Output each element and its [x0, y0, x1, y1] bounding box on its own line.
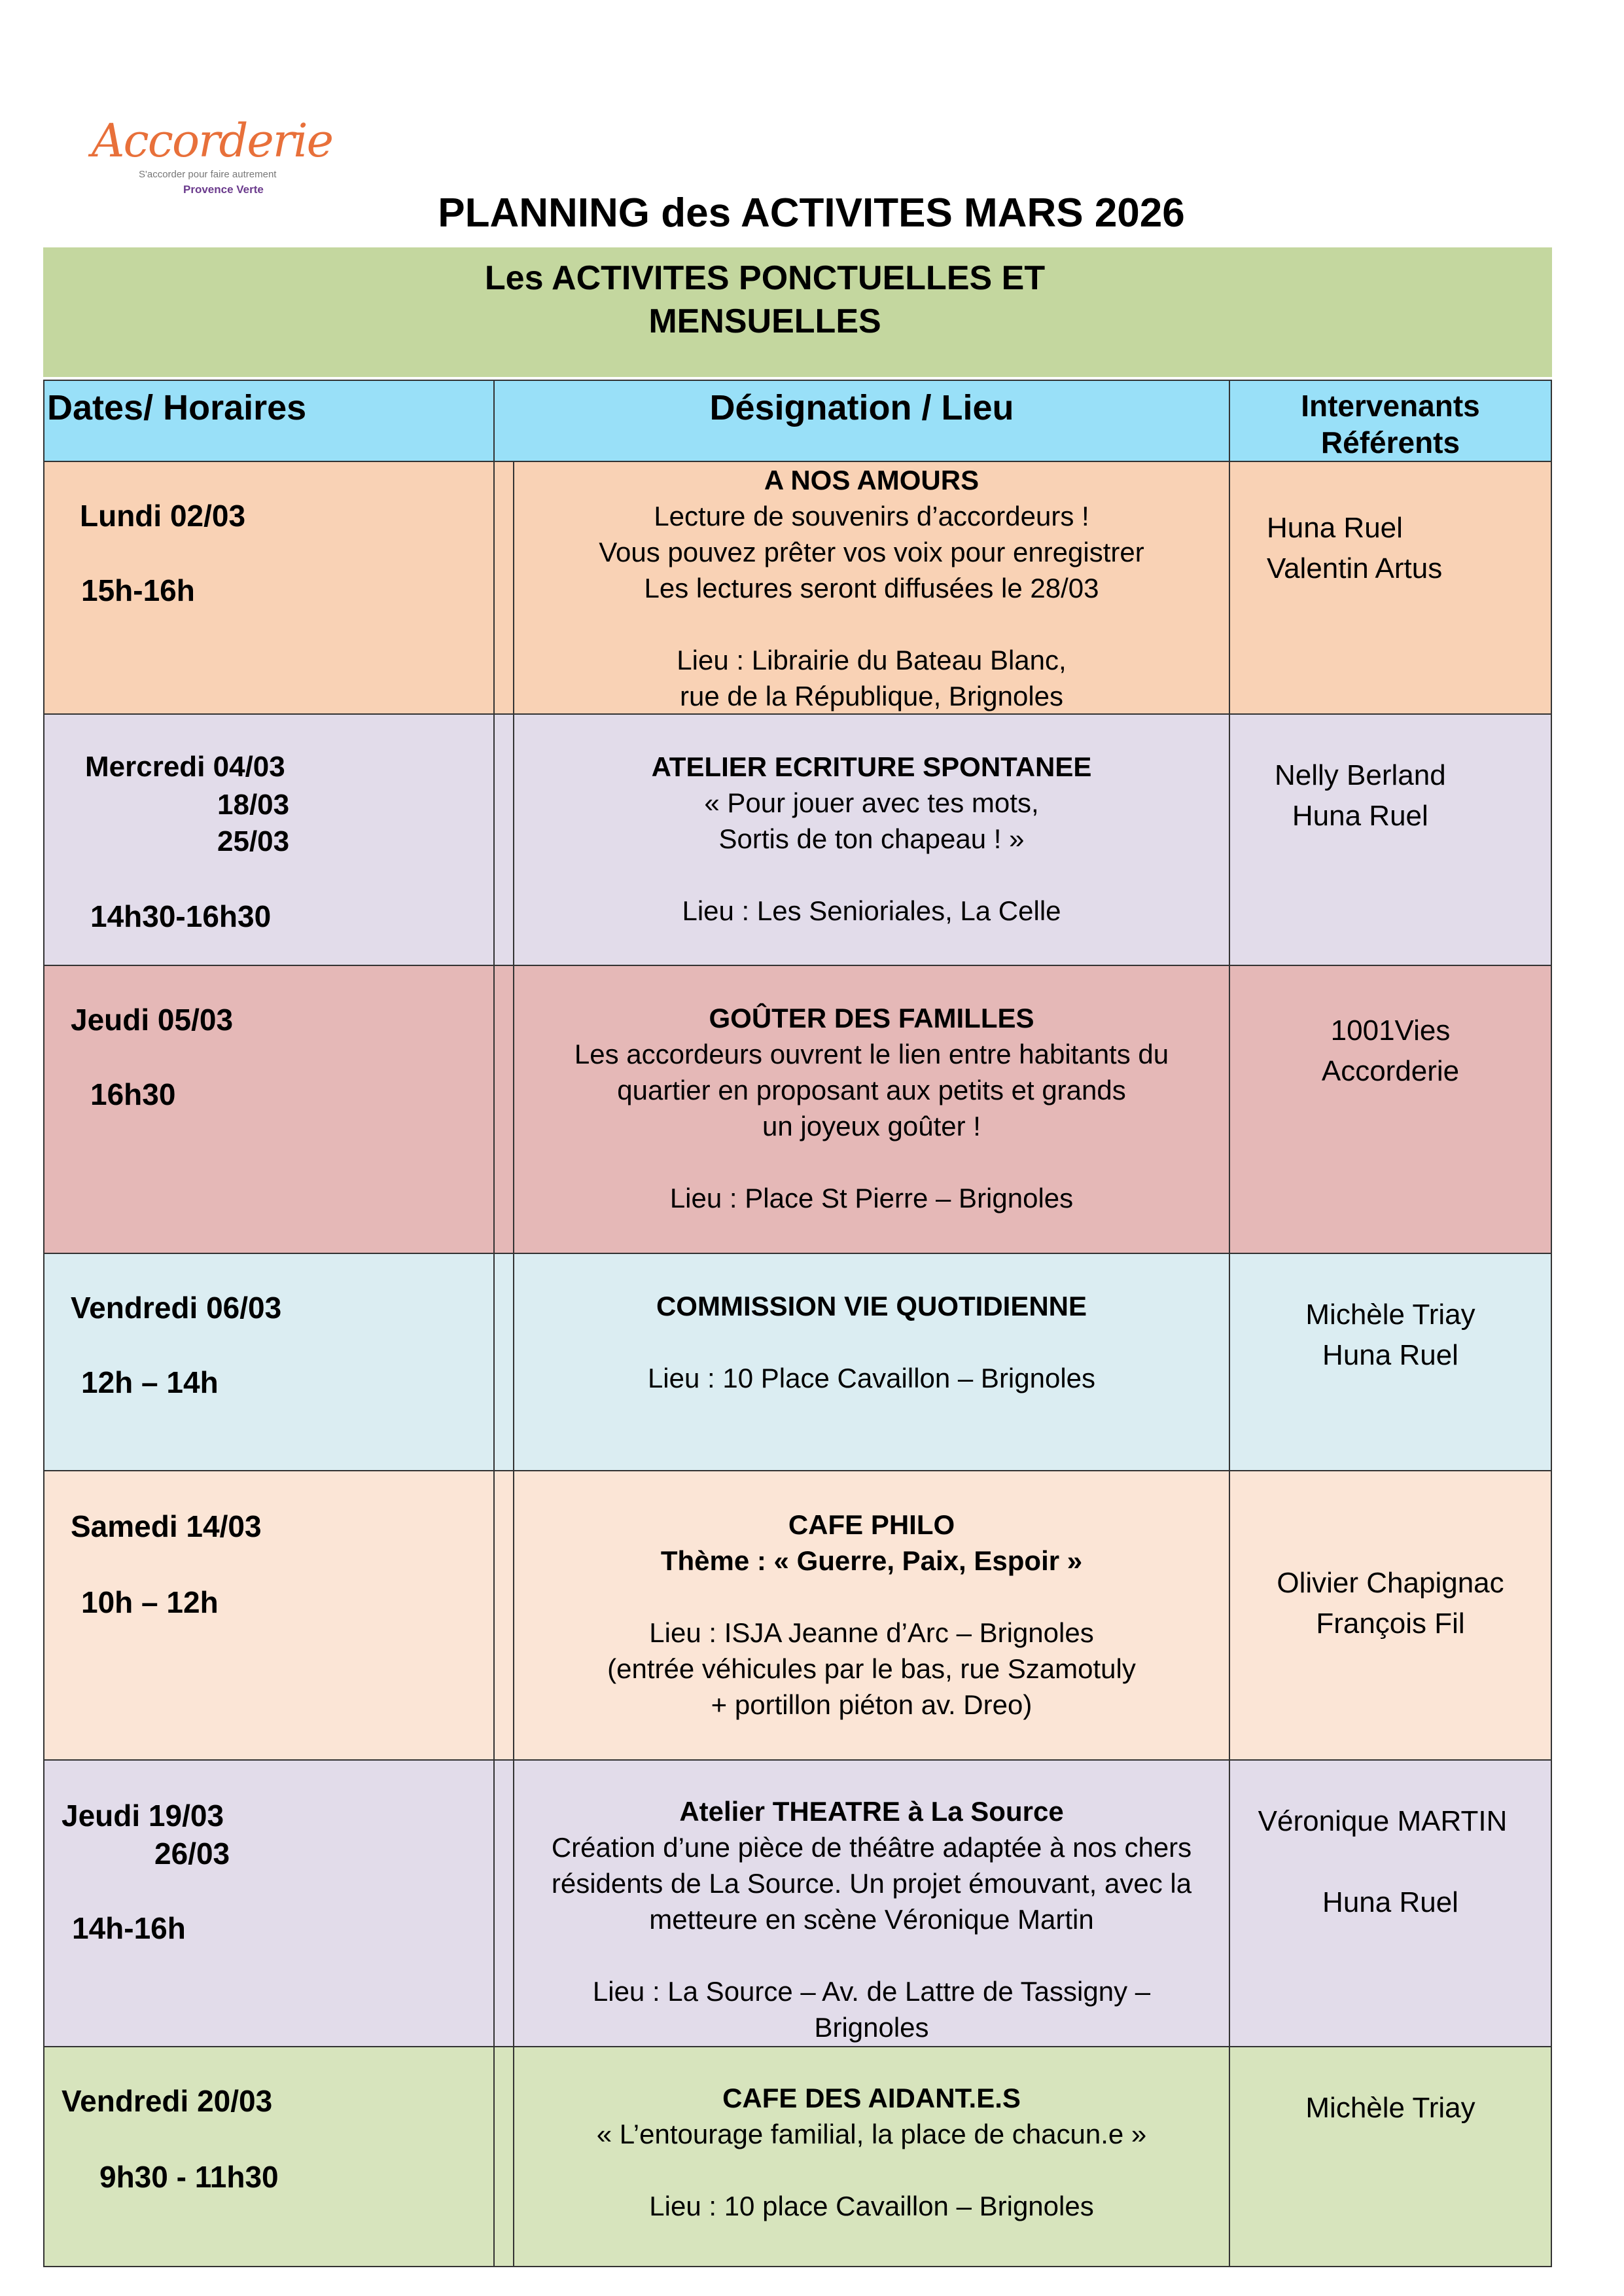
activity-desc-line: Vous pouvez prêter vos voix pour enregistrer	[599, 537, 1144, 567]
activity-theme: Thème : « Guerre, Paix, Espoir »	[660, 1545, 1083, 1576]
intervenant-name: 1001Vies	[1330, 1014, 1451, 1047]
description-cell	[494, 461, 1229, 714]
banner-line-2: MENSUELLES	[648, 302, 881, 340]
intervenant-name: Huna Ruel	[1322, 1886, 1458, 1918]
activity-location: Brignoles	[814, 2012, 929, 2043]
intervenant-name: François Fil	[1316, 1607, 1465, 1640]
activity-desc-line: metteure en scène Véronique Martin	[649, 1904, 1094, 1935]
time-label: 14h-16h	[72, 1911, 186, 1945]
intervenant-name: Huna Ruel	[1322, 1339, 1458, 1371]
activity-desc-line: « L’entourage familial, la place de chacun.e »	[596, 2119, 1147, 2149]
table-row	[44, 1471, 1551, 1760]
date-label: Jeudi 19/03	[62, 1799, 224, 1833]
activity-location: Lieu : Les Senioriales, La Celle	[682, 895, 1061, 926]
intervenant-name: Accorderie	[1321, 1055, 1460, 1087]
date-label: Jeudi 05/03	[71, 1003, 234, 1037]
activity-title: COMMISSION VIE QUOTIDIENNE	[656, 1291, 1087, 1321]
intervenant-name: Michèle Triay	[1305, 2092, 1475, 2124]
header-dates: Dates/ Horaires	[44, 380, 494, 461]
description-cell	[494, 1471, 1229, 1760]
description-cell	[494, 1760, 1229, 2047]
intervenant-name: Valentin Artus	[1267, 552, 1443, 584]
activities-table	[43, 380, 1552, 2267]
section-banner	[43, 247, 1552, 377]
date-label: 18/03	[217, 789, 290, 821]
activity-title: CAFE PHILO	[788, 1509, 955, 1540]
activity-title: ATELIER ECRITURE SPONTANEE	[651, 751, 1092, 782]
date-label: Samedi 14/03	[71, 1509, 262, 1543]
table-row	[44, 2047, 1551, 2267]
activity-desc-line: Lecture de souvenirs d’accordeurs !	[654, 501, 1089, 531]
page-title	[0, 188, 1624, 238]
intervenant-name: Huna Ruel	[1267, 512, 1403, 544]
date-cell	[44, 965, 494, 1253]
header-intervenants-line-2: Référents	[1320, 425, 1460, 459]
activity-desc-line: quartier en proposant aux petits et grands	[617, 1075, 1126, 1105]
date-label: 26/03	[154, 1837, 230, 1871]
header-intervenants	[1229, 380, 1551, 461]
logo-tagline: S'accorder pour faire autrement	[139, 169, 277, 180]
date-label: 25/03	[217, 825, 290, 857]
activity-location: rue de la République, Brignoles	[679, 681, 1064, 711]
intervenants-cell	[1229, 965, 1551, 1253]
date-label: Lundi 02/03	[80, 499, 246, 533]
table-header-row	[44, 380, 1551, 461]
date-cell	[44, 1760, 494, 2047]
description-cell	[494, 1253, 1229, 1471]
activity-location: Lieu : Place St Pierre – Brignoles	[669, 1183, 1074, 1213]
table-row	[44, 965, 1551, 1253]
date-cell	[44, 1471, 494, 1760]
header-designation: Désignation / Lieu	[494, 380, 1229, 461]
date-cell	[44, 2047, 494, 2267]
date-cell	[44, 461, 494, 714]
description-cell	[494, 965, 1229, 1253]
activity-desc-line: Sortis de ton chapeau ! »	[718, 823, 1025, 854]
description-cell	[494, 2047, 1229, 2267]
time-label: 14h30-16h30	[90, 899, 272, 933]
intervenants-cell	[1229, 1471, 1551, 1760]
intervenants-cell	[1229, 2047, 1551, 2267]
date-cell	[44, 1253, 494, 1471]
banner-line-1: Les ACTIVITES PONCTUELLES ET	[484, 259, 1046, 297]
logo-wordmark: Accorderie	[92, 114, 333, 168]
table-row	[44, 1253, 1551, 1471]
activity-title: Atelier THEATRE à La Source	[679, 1796, 1064, 1827]
banner-text	[43, 257, 1552, 343]
activity-location: (entrée véhicules par le bas, rue Szamotuly	[607, 1653, 1136, 1684]
logo-region: Provence Verte	[183, 183, 264, 196]
table-row	[44, 461, 1551, 714]
intervenant-name: Nelly Berland	[1275, 759, 1446, 791]
intervenants-cell	[1229, 461, 1551, 714]
time-label: 16h30	[90, 1077, 176, 1111]
date-label: Vendredi 06/03	[71, 1291, 282, 1325]
intervenant-name: Véronique MARTIN	[1258, 1805, 1508, 1837]
intervenant-name: Olivier Chapignac	[1277, 1567, 1504, 1599]
activity-desc-line: résidents de La Source. Un projet émouvant, avec la	[551, 1868, 1192, 1899]
activity-desc-line: Les accordeurs ouvrent le lien entre habitants du	[574, 1039, 1169, 1069]
activity-desc-line: Création d’une pièce de théâtre adaptée à nos chers	[551, 1832, 1192, 1863]
activity-title: CAFE DES AIDANT.E.S	[722, 2083, 1021, 2113]
time-label: 15h-16h	[81, 573, 195, 607]
intervenant-name: Michèle Triay	[1305, 1299, 1475, 1331]
time-label: 9h30 - 11h30	[99, 2160, 279, 2194]
activity-title: A NOS AMOURS	[764, 465, 980, 495]
intervenants-cell	[1229, 1253, 1551, 1471]
table-row	[44, 714, 1551, 965]
date-cell	[44, 714, 494, 965]
time-label: 12h – 14h	[81, 1365, 219, 1399]
time-label: 10h – 12h	[81, 1585, 219, 1619]
activity-desc-line: « Pour jouer avec tes mots,	[704, 787, 1039, 818]
activity-location: Lieu : 10 place Cavaillon – Brignoles	[649, 2191, 1094, 2221]
description-cell	[494, 714, 1229, 965]
activity-location: Lieu : La Source – Av. de Lattre de Tassigny –	[592, 1976, 1151, 2007]
header-intervenants-line-1: Intervenants	[1301, 389, 1480, 423]
activity-title: GOÛTER DES FAMILLES	[709, 1003, 1034, 1033]
activity-location: Lieu : Librairie du Bateau Blanc,	[677, 645, 1067, 675]
activity-desc-line: un joyeux goûter !	[762, 1111, 981, 1141]
table-row	[44, 1760, 1551, 2047]
date-label: Mercredi 04/03	[85, 751, 285, 783]
intervenants-cell	[1229, 714, 1551, 965]
date-label: Vendredi 20/03	[62, 2084, 273, 2118]
activity-desc-line: Les lectures seront diffusées le 28/03	[644, 573, 1099, 603]
activity-location: + portillon piéton av. Dreo)	[711, 1689, 1033, 1720]
page-title-text: PLANNING des ACTIVITES MARS 2026	[438, 190, 1185, 236]
intervenants-cell	[1229, 1760, 1551, 2047]
intervenant-name: Huna Ruel	[1292, 800, 1428, 832]
activity-location: Lieu : ISJA Jeanne d’Arc – Brignoles	[649, 1617, 1094, 1648]
activity-location: Lieu : 10 Place Cavaillon – Brignoles	[647, 1363, 1096, 1393]
